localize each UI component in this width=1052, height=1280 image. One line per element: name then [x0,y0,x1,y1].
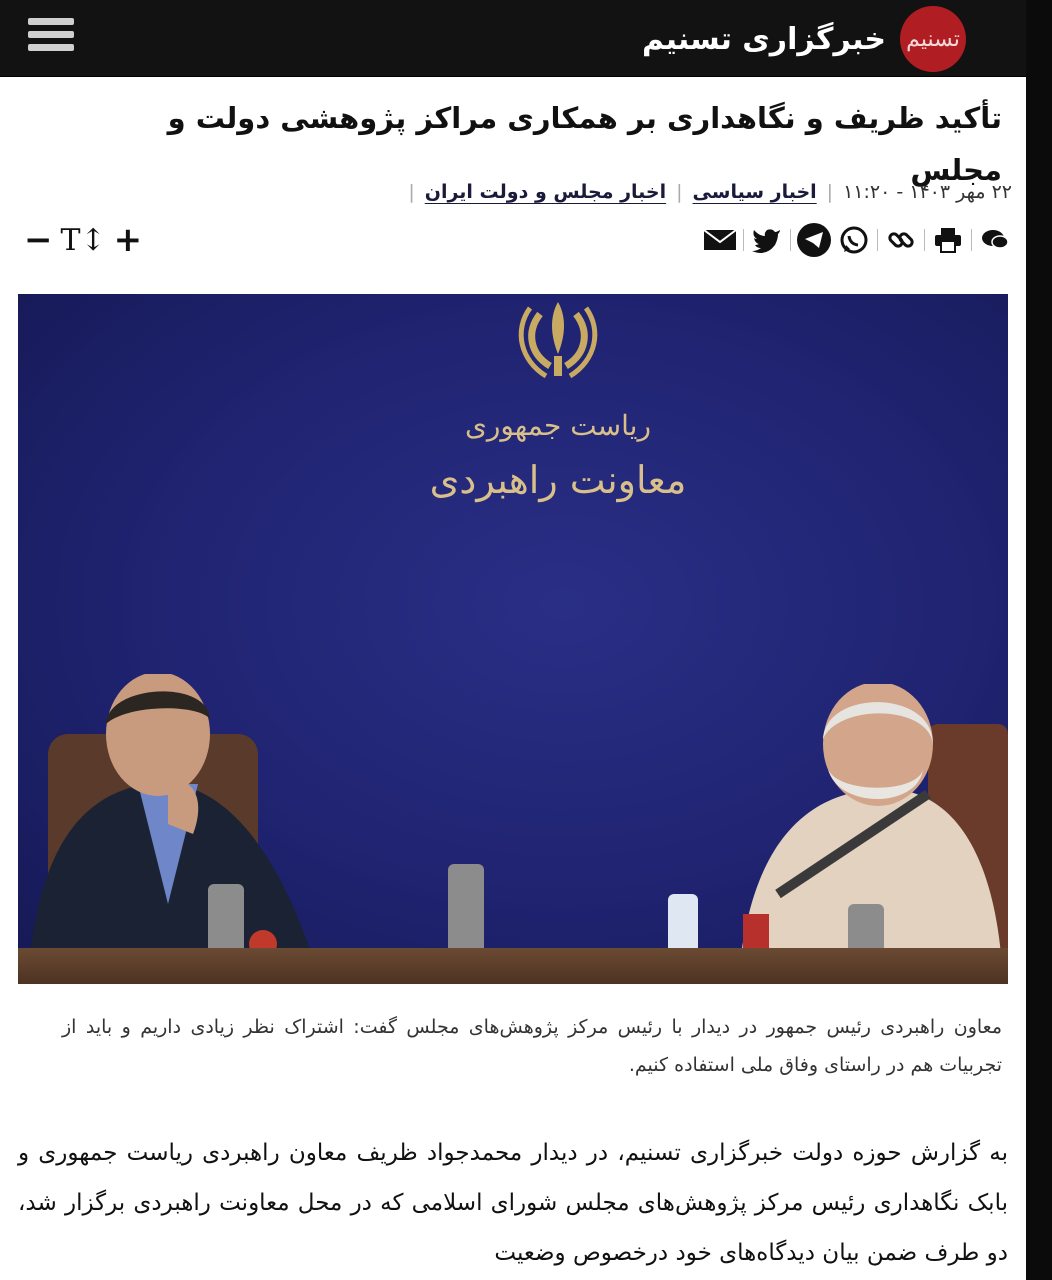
photo-caption: معاون راهبردی رئیس جمهور در دیدار با رئیس مرکز پژوهش‌های مجلس گفت: اشتراک نظر زیادی داریم و باید از تجربیات هم در راستای وفاق ملی استفاده کنیم. [62,1016,1002,1076]
telegram-icon[interactable] [797,223,831,257]
link-icon[interactable] [884,223,918,257]
meta-divider: | [676,181,683,203]
photo-backdrop-text-strategic: معاونت راهبردی [429,458,687,502]
font-decrease-button[interactable]: − [24,220,53,260]
share-divider [924,229,925,251]
brand-name[interactable]: خبرگزاری تسنیم [642,21,886,57]
scrollbar[interactable] [1026,0,1052,1280]
print-icon[interactable] [931,223,965,257]
font-increase-button[interactable]: + [113,220,143,260]
text-size-icon: T↕ [60,222,106,258]
share-divider [790,229,791,251]
category-link-parliament-government[interactable]: اخبار مجلس و دولت ایران [424,181,667,203]
publish-date: ۲۲ مهر ۱۴۰۳ - ۱۱:۲۰ [843,181,1012,203]
whatsapp-icon[interactable] [837,223,871,257]
email-icon[interactable] [703,223,737,257]
logo-mark-text: تسنیم [906,26,960,52]
comment-icon[interactable] [978,223,1012,257]
article-photo [18,294,1008,984]
photo-backdrop-text-presidency: ریاست جمهوری [464,409,651,442]
conference-table [18,948,1008,984]
twitter-icon[interactable] [750,223,784,257]
share-toolbar [697,218,1012,262]
iran-emblem-icon [510,294,606,384]
share-divider [971,229,972,251]
article-title: تأکید ظریف و نگاهداری بر همکاری مراکز پژوهشی دولت و مجلس [167,101,1002,187]
article-body: به گزارش حوزه دولت خبرگزاری تسنیم، در دیدار محمدجواد ظریف معاون راهبردی ریاست جمهوری و بابک نگاهداری رئیس مرکز پژوهش‌های مجلس شورای اسلامی که در محل معاونت راهبردی برگزار شد، دو طرف ضمن بیان دیدگاه‌های خود درخصوص وضعیت [18,1140,1008,1266]
top-navbar [0,0,1026,77]
hamburger-menu-icon[interactable] [28,18,74,58]
share-divider [743,229,744,251]
font-size-controls [24,218,142,262]
share-divider [877,229,878,251]
category-link-politics[interactable]: اخبار سیاسی [692,181,817,203]
meta-divider: | [408,181,415,203]
tasnim-logo-icon[interactable] [900,6,966,72]
meta-divider: | [826,181,834,203]
article-meta [398,172,1012,212]
brand[interactable] [642,8,966,70]
